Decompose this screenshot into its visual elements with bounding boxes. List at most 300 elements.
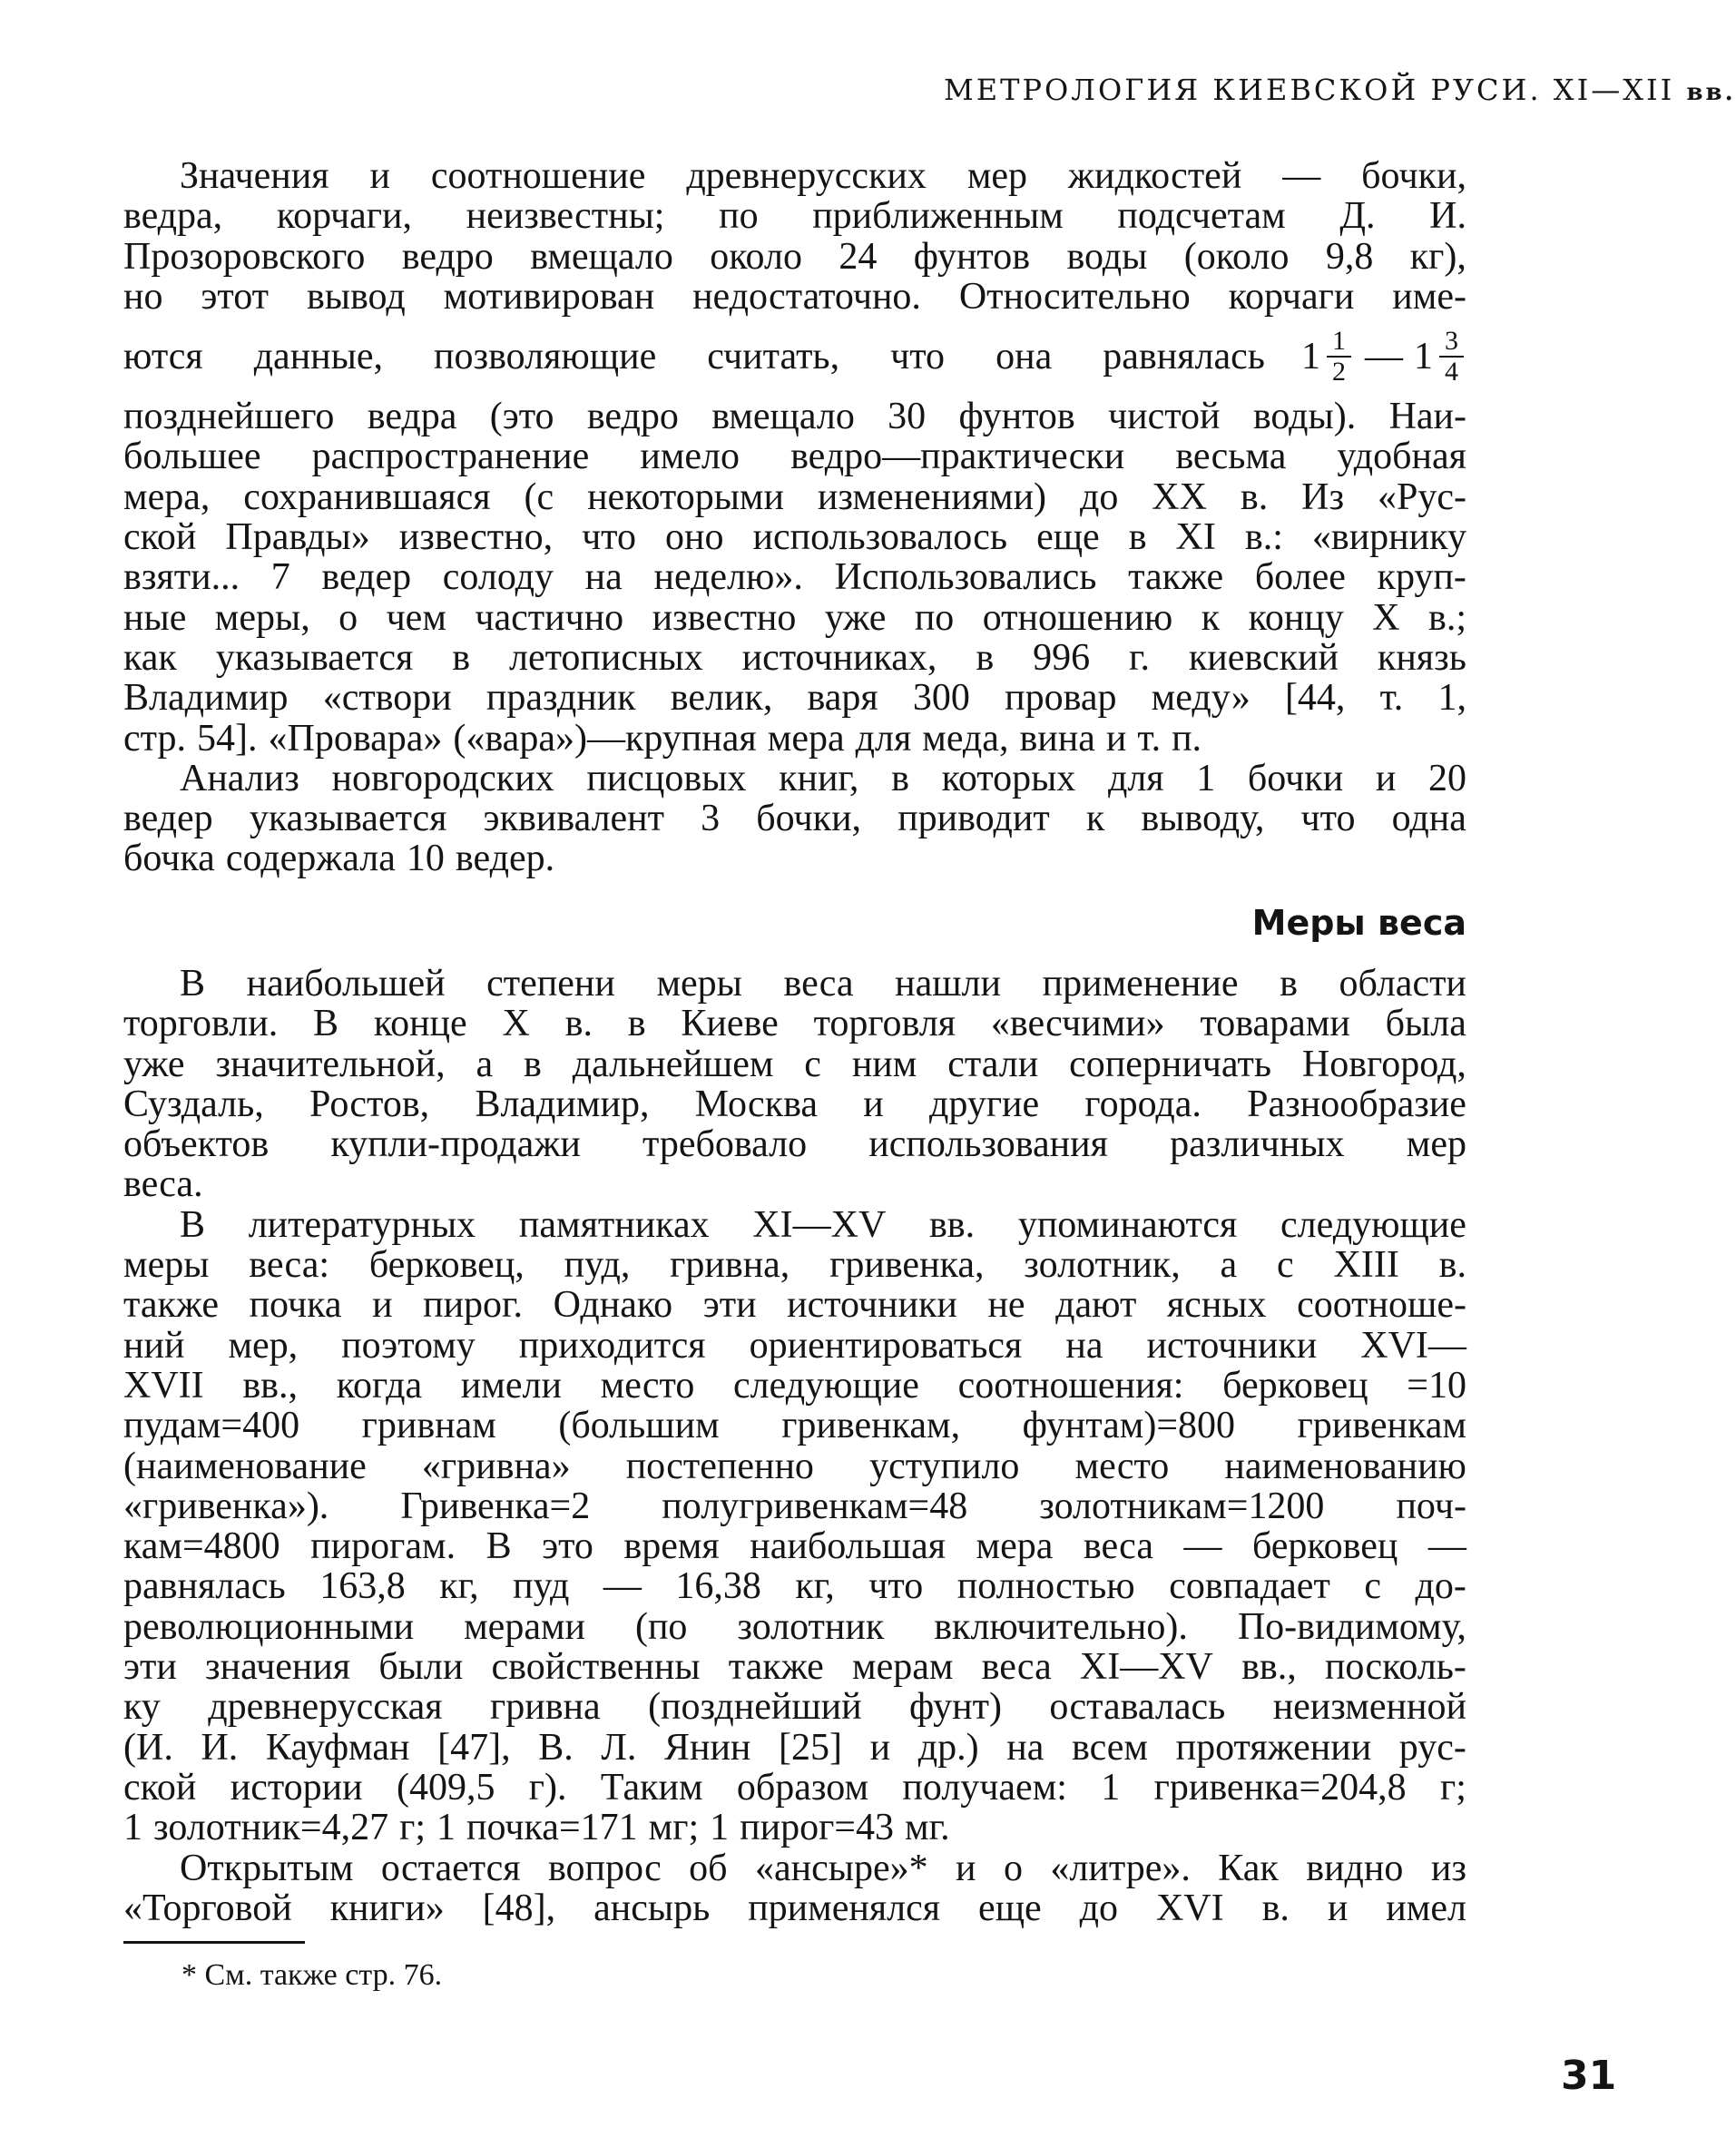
word: «Торговой xyxy=(123,1887,292,1929)
word: объектов xyxy=(123,1123,270,1166)
word: XVI xyxy=(1155,1887,1224,1929)
fraction-2-denominator: 4 xyxy=(1445,357,1458,387)
word: Как xyxy=(1218,1847,1279,1889)
word: солоду xyxy=(442,556,554,599)
word: воды). xyxy=(1252,396,1357,438)
word: включительно). xyxy=(934,1605,1188,1648)
word: 24 xyxy=(839,235,878,278)
word: одна xyxy=(1391,798,1466,840)
word: равнялась xyxy=(123,1565,286,1608)
section-heading: Меры веса xyxy=(1251,903,1466,943)
text-line xyxy=(123,838,1466,878)
word: кг, xyxy=(795,1565,835,1608)
word: мер xyxy=(966,155,1028,197)
word: еще xyxy=(978,1887,1042,1929)
word: меры, xyxy=(214,596,310,639)
word: киевский xyxy=(1188,636,1339,679)
word: в xyxy=(627,1003,646,1045)
text-line xyxy=(123,1848,1466,1888)
word: о xyxy=(1003,1847,1023,1889)
word: удобная xyxy=(1337,436,1466,478)
word: она xyxy=(996,336,1053,378)
word: источники xyxy=(787,1284,957,1327)
word: недостаточно. xyxy=(692,275,921,318)
word: требовало xyxy=(642,1123,808,1166)
word: в xyxy=(1128,516,1147,559)
word: 300 xyxy=(912,677,970,720)
word: позднейшего xyxy=(123,396,335,438)
word: и xyxy=(956,1847,976,1889)
word: чем xyxy=(386,596,446,639)
word: име- xyxy=(1392,275,1466,318)
word: гривна xyxy=(490,1686,601,1729)
text-line xyxy=(123,1205,1466,1245)
word: князь xyxy=(1377,636,1466,679)
word: мера xyxy=(767,717,845,760)
word: в. xyxy=(564,1003,593,1045)
word: была xyxy=(1385,1003,1466,1045)
text-line xyxy=(123,759,1466,799)
word: ской xyxy=(123,516,197,559)
word: оно xyxy=(665,516,724,559)
word: мера, xyxy=(123,475,211,518)
word: источниках, xyxy=(741,636,937,679)
word: распространение xyxy=(311,436,590,478)
word: ку xyxy=(123,1686,161,1729)
word: наименованию xyxy=(1224,1445,1466,1487)
word: степени xyxy=(486,963,615,1005)
word: гривенка=204,8 xyxy=(1153,1766,1407,1809)
word: свойственны xyxy=(491,1646,701,1689)
word: Ростов, xyxy=(309,1083,430,1125)
word: Прозоровского xyxy=(123,235,366,278)
word: «литре». xyxy=(1050,1847,1191,1889)
word: берковец xyxy=(1251,1525,1398,1568)
word: 16,38 xyxy=(675,1565,761,1608)
word: Анализ xyxy=(180,757,299,799)
word: меры xyxy=(656,963,742,1005)
word: приводит xyxy=(897,798,1050,840)
word: пирог=43 xyxy=(740,1807,894,1849)
word: и xyxy=(1327,1887,1349,1929)
word: имели xyxy=(460,1364,562,1407)
word: приходится xyxy=(518,1324,706,1367)
word: вмещало xyxy=(711,396,855,438)
text-line xyxy=(123,719,1466,759)
word: об xyxy=(689,1847,728,1889)
word: (около xyxy=(1183,235,1290,278)
word: также xyxy=(1128,556,1224,599)
word: 7 xyxy=(270,556,290,599)
word: мотивирован xyxy=(443,275,655,318)
word: мер, xyxy=(228,1324,299,1367)
text-line xyxy=(123,1647,1466,1687)
word: пуд xyxy=(513,1565,570,1608)
word: Гривенка=2 xyxy=(400,1485,591,1527)
word: берковец xyxy=(1222,1364,1368,1407)
word: провар xyxy=(1005,677,1117,720)
word: в xyxy=(1280,963,1298,1005)
fraction-2 xyxy=(1439,327,1464,387)
fraction-1 xyxy=(1327,327,1351,387)
word: — xyxy=(1427,1525,1466,1568)
word: соотношение xyxy=(430,155,646,197)
word: (большим xyxy=(558,1405,720,1447)
word: фунтам)=800 xyxy=(1022,1405,1236,1447)
word: (это xyxy=(489,396,554,438)
word: «Рус- xyxy=(1377,475,1466,518)
word: равнялась xyxy=(1103,336,1265,378)
word: писцовых xyxy=(586,757,747,799)
word: веса. xyxy=(123,1163,203,1206)
text-line xyxy=(123,638,1466,678)
word: известно xyxy=(652,596,797,639)
word: на xyxy=(584,556,623,599)
word: (с xyxy=(524,475,554,518)
word: 3 xyxy=(701,798,721,840)
word: эти xyxy=(123,1646,177,1689)
word: неделю». xyxy=(653,556,803,599)
word: оставалась xyxy=(1049,1686,1226,1729)
word: подсчетам xyxy=(1117,195,1286,238)
word: (наименование xyxy=(123,1445,367,1487)
word: XVI— xyxy=(1360,1324,1466,1367)
word: почка=171 xyxy=(466,1807,638,1849)
word: И. xyxy=(201,1726,239,1769)
word: корчаги, xyxy=(276,195,413,238)
text-line xyxy=(123,1285,1466,1325)
word: гривенкам xyxy=(1297,1405,1466,1447)
word: ведер xyxy=(123,798,213,840)
word: 1 xyxy=(710,1807,730,1849)
text-line xyxy=(123,1164,1466,1204)
word: получаем: xyxy=(902,1766,1067,1809)
word: взяти... xyxy=(123,556,240,599)
word: и xyxy=(369,155,390,197)
word: XI xyxy=(1175,516,1216,559)
word: позволяющие xyxy=(434,336,657,378)
word: в xyxy=(976,636,995,679)
word: [44, xyxy=(1284,677,1346,720)
word: велик, xyxy=(670,677,773,720)
word: Д. xyxy=(1339,195,1376,238)
word: место xyxy=(1074,1445,1170,1487)
word: имело xyxy=(640,436,740,478)
text-line xyxy=(123,196,1466,236)
word: XX xyxy=(1152,475,1207,518)
word: содержала xyxy=(225,838,396,880)
word: бочки, xyxy=(756,798,862,840)
word: и xyxy=(1105,717,1127,760)
word: [25] xyxy=(779,1726,843,1769)
word: сохранившаяся xyxy=(243,475,491,518)
word: около xyxy=(710,235,802,278)
word: т. xyxy=(1137,717,1162,760)
word: когда xyxy=(336,1364,423,1407)
word: следующие xyxy=(1280,1203,1466,1246)
word: В xyxy=(313,1003,339,1045)
text-line xyxy=(123,1406,1466,1446)
word: рус- xyxy=(1398,1726,1466,1769)
word: 1, xyxy=(1437,677,1466,720)
word: неизменной xyxy=(1272,1686,1466,1729)
word: г). xyxy=(528,1766,567,1809)
word: ведер. xyxy=(455,838,555,880)
word: были xyxy=(378,1646,464,1689)
word: упоминаются xyxy=(1017,1203,1238,1246)
word: По-видимому, xyxy=(1237,1605,1466,1648)
text-line xyxy=(123,1446,1466,1486)
word: веса xyxy=(1083,1525,1153,1568)
word: полугривенкам=48 xyxy=(662,1485,968,1527)
text-line xyxy=(123,1728,1466,1768)
word: варя xyxy=(807,677,878,720)
word: мг; xyxy=(648,1807,700,1849)
word: вв., xyxy=(242,1364,298,1407)
word: Использовались xyxy=(834,556,1097,599)
running-title: МЕТРОЛОГИЯ КИЕВСКОЙ РУСИ. XI—XII xyxy=(944,73,1675,107)
word: золотник, xyxy=(1024,1244,1181,1287)
text-line xyxy=(123,1486,1466,1526)
word: X xyxy=(1372,596,1400,639)
word: XI—XV xyxy=(752,1203,887,1246)
word: Владимир xyxy=(123,677,289,720)
word: вмещало xyxy=(530,235,673,278)
word: И. xyxy=(1429,195,1466,238)
word: В xyxy=(180,963,206,1005)
text-line xyxy=(123,1768,1466,1808)
word: известно, xyxy=(398,516,554,559)
word: ведро xyxy=(586,396,679,438)
word: гривна, xyxy=(670,1244,790,1287)
word: (по xyxy=(634,1605,688,1648)
word: вывод xyxy=(306,275,406,318)
word: древнерусская xyxy=(208,1686,443,1729)
word: т. xyxy=(1379,677,1404,720)
word: золотник=4,27 xyxy=(153,1807,389,1849)
word: истории xyxy=(230,1766,363,1809)
word: выводу, xyxy=(1141,798,1265,840)
word: «гривенка»). xyxy=(123,1485,329,1527)
word: воды xyxy=(1066,235,1148,278)
word: 1 xyxy=(436,1807,456,1849)
word: по xyxy=(914,596,955,639)
word: на xyxy=(1006,1726,1045,1769)
word: уже xyxy=(824,596,887,639)
word: революционными xyxy=(123,1605,415,1648)
paragraph-liquid-measures xyxy=(123,156,1466,879)
word: Правды» xyxy=(225,516,370,559)
word: в. xyxy=(1438,1244,1466,1287)
word: XI—XV xyxy=(1079,1646,1213,1689)
text-line xyxy=(123,1808,1466,1848)
text-line xyxy=(123,1526,1466,1566)
word: г; xyxy=(1440,1766,1466,1809)
word: Кауфман xyxy=(265,1726,410,1769)
word: приближенным xyxy=(812,195,1064,238)
word: г. xyxy=(1129,636,1150,679)
word: 9,8 xyxy=(1325,235,1374,278)
word: — xyxy=(1183,1525,1222,1568)
word: данные, xyxy=(253,336,384,378)
word: ансырь xyxy=(593,1887,711,1929)
word: кам=4800 xyxy=(123,1525,280,1568)
word: наибольшая xyxy=(750,1525,946,1568)
text-line xyxy=(123,477,1466,517)
word: эквивалент xyxy=(483,798,665,840)
word: и xyxy=(1375,757,1397,799)
word: в.: xyxy=(1244,516,1283,559)
word: по xyxy=(719,195,759,238)
word: п. xyxy=(1172,717,1202,760)
word: В xyxy=(180,1203,206,1246)
word: что xyxy=(582,516,636,559)
word: В. xyxy=(538,1726,574,1769)
word: значения xyxy=(205,1646,351,1689)
word: считать, xyxy=(707,336,840,378)
word: Киеве xyxy=(681,1003,779,1045)
word: использования xyxy=(868,1123,1108,1166)
word: жидкостей xyxy=(1068,155,1242,197)
text-line xyxy=(123,678,1466,718)
word: в xyxy=(524,1043,542,1085)
word: летописных xyxy=(509,636,703,679)
word: Относительно xyxy=(958,275,1191,318)
word: ориентироваться xyxy=(749,1324,1023,1367)
word: «Провара» xyxy=(268,717,443,760)
word: к xyxy=(1085,798,1105,840)
word: Однако xyxy=(553,1284,673,1327)
text-line xyxy=(123,799,1466,838)
word: корчаги xyxy=(1228,275,1355,318)
word: в. xyxy=(1261,1887,1290,1929)
word: древнерусских xyxy=(686,155,927,197)
word: пудам=400 xyxy=(123,1405,300,1447)
word: полностью xyxy=(956,1565,1135,1608)
word: частично xyxy=(475,596,624,639)
word: стали xyxy=(947,1043,1039,1085)
running-header xyxy=(944,73,1736,107)
text-line xyxy=(123,1245,1466,1285)
word: остается xyxy=(380,1847,521,1889)
word: постепенно xyxy=(625,1445,814,1487)
word: новгородских xyxy=(331,757,554,799)
word: время xyxy=(623,1525,720,1568)
text-line xyxy=(123,1326,1466,1366)
word: фунт) xyxy=(909,1686,1003,1729)
word: также xyxy=(123,1284,220,1327)
fraction-2-whole: 1 xyxy=(1414,336,1433,378)
word: использовалось xyxy=(752,516,1008,559)
text-line xyxy=(123,1084,1466,1124)
word: место xyxy=(600,1364,695,1407)
word: в. xyxy=(1240,475,1269,518)
fraction-1-denominator: 2 xyxy=(1332,357,1346,387)
word: памятниках xyxy=(518,1203,710,1246)
word: бочка xyxy=(123,838,215,880)
word: применение xyxy=(1042,963,1239,1005)
word: а xyxy=(476,1043,494,1085)
word: бочки, xyxy=(1361,155,1466,197)
word: «гривна» xyxy=(421,1445,571,1487)
text-line xyxy=(123,964,1466,1004)
word: не xyxy=(987,1284,1025,1327)
word: («вара»)—крупная xyxy=(453,717,757,760)
word: и xyxy=(869,1726,891,1769)
word: указывается xyxy=(215,636,414,679)
word: Таким xyxy=(600,1766,703,1809)
word: конце xyxy=(373,1003,467,1045)
word: чистой xyxy=(1108,396,1221,438)
word: области xyxy=(1339,963,1466,1005)
word: 1 xyxy=(1101,1766,1121,1809)
word: всем xyxy=(1072,1726,1148,1769)
word: меда, xyxy=(922,717,1009,760)
word: книг, xyxy=(779,757,859,799)
word: XVII xyxy=(123,1364,204,1407)
word: 163,8 xyxy=(319,1565,406,1608)
text-line xyxy=(123,1687,1466,1727)
word: =10 xyxy=(1407,1364,1466,1407)
word: которых xyxy=(941,757,1076,799)
text-line xyxy=(123,1124,1466,1164)
word: «вирнику xyxy=(1311,516,1466,559)
word: ются xyxy=(123,336,203,378)
fraction-2-numerator: 3 xyxy=(1439,327,1464,358)
word: Значения xyxy=(180,155,329,197)
word: это xyxy=(542,1525,593,1568)
word: ведра xyxy=(367,396,457,438)
fraction-1-whole: 1 xyxy=(1301,336,1320,378)
word: и xyxy=(863,1083,884,1125)
fraction-1-numerator: 1 xyxy=(1327,327,1351,358)
word: др.) xyxy=(917,1726,979,1769)
word: поэтому xyxy=(341,1324,476,1367)
word: этот xyxy=(201,275,270,318)
word: еще xyxy=(1036,516,1100,559)
running-title-suffix: вв. xyxy=(1686,79,1736,106)
word: «ансыре»* xyxy=(754,1847,928,1889)
word: ведра, xyxy=(123,195,223,238)
text-line xyxy=(123,1044,1466,1084)
word: в.; xyxy=(1427,596,1466,639)
word: торговля xyxy=(813,1003,956,1045)
word: города. xyxy=(1084,1083,1201,1125)
word: соотношения: xyxy=(957,1364,1184,1407)
word: ведро—практически xyxy=(790,436,1125,478)
word: золотникам=1200 xyxy=(1039,1485,1325,1527)
word: дают xyxy=(1055,1284,1137,1327)
word: для xyxy=(855,717,912,760)
word: как xyxy=(123,636,177,679)
word: Суздаль, xyxy=(123,1083,264,1125)
word: гривенка, xyxy=(829,1244,985,1287)
word: соотноше- xyxy=(1297,1284,1466,1327)
word: имел xyxy=(1386,1887,1466,1929)
word: 54]. xyxy=(197,717,258,760)
text-line xyxy=(123,557,1466,597)
word: берковец, xyxy=(368,1244,525,1287)
word: «весчими» xyxy=(990,1003,1165,1045)
word: веса xyxy=(783,963,854,1005)
text-line xyxy=(123,436,1466,476)
word: к xyxy=(1201,596,1221,639)
word: (позднейший xyxy=(648,1686,862,1729)
word: [47], xyxy=(437,1726,511,1769)
footnote-rule xyxy=(123,1941,305,1944)
text-line xyxy=(123,397,1466,436)
word: следующие xyxy=(733,1364,919,1407)
